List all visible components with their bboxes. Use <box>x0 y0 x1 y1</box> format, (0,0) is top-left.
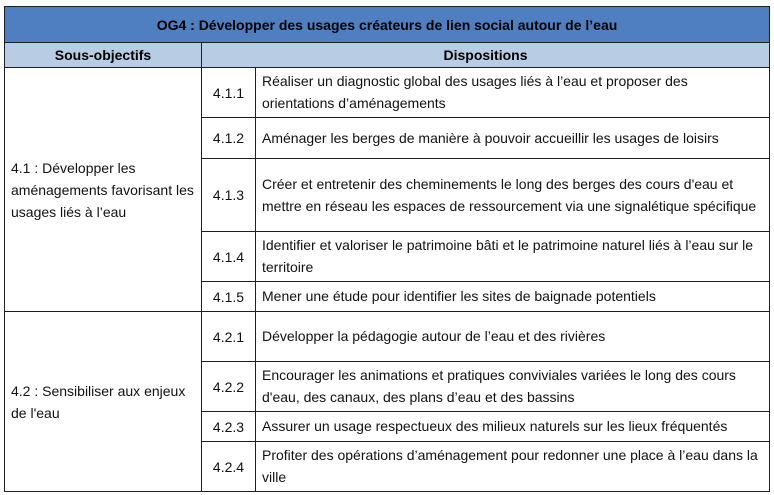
header-dispositions: Dispositions <box>202 43 770 68</box>
disposition-code: 4.2.3 <box>202 412 256 442</box>
objectives-table-container <box>4 6 769 492</box>
disposition-code: 4.1.5 <box>202 282 256 312</box>
disposition-text: Encourager les animations et pratiques conviviales variées le long des cours d'eau, des canaux, des plans d’eau et des bassins <box>256 362 770 412</box>
disposition-code: 4.1.2 <box>202 118 256 159</box>
disposition-text: Profiter des opérations d’aménagement pour redonner une place à l’eau dans la ville <box>256 442 770 492</box>
disposition-code: 4.2.2 <box>202 362 256 412</box>
disposition-text: Aménager les berges de manière à pouvoir accueillir les usages de loisirs <box>256 118 770 159</box>
objectives-table <box>4 6 770 492</box>
disposition-text: Identifier et valoriser le patrimoine bâti et le patrimoine naturel liés à l’eau sur le territoire <box>256 232 770 282</box>
header-sub-objectives: Sous-objectifs <box>5 43 202 68</box>
disposition-code: 4.1.1 <box>202 68 256 118</box>
disposition-text: Développer la pédagogie autour de l’eau et des rivières <box>256 312 770 362</box>
sub-objective-4-1: 4.1 : Développer les aménagements favorisant les usages liés à l’eau <box>5 68 202 312</box>
table-row <box>5 312 770 362</box>
table-row <box>5 68 770 118</box>
disposition-text: Mener une étude pour identifier les sites de baignade potentiels <box>256 282 770 312</box>
table-title: OG4 : Développer des usages créateurs de lien social autour de l’eau <box>5 7 770 43</box>
disposition-code: 4.2.1 <box>202 312 256 362</box>
disposition-code: 4.2.4 <box>202 442 256 492</box>
disposition-code: 4.1.4 <box>202 232 256 282</box>
sub-objective-4-2: 4.2 : Sensibiliser aux enjeux de l'eau <box>5 312 202 492</box>
disposition-text: Réaliser un diagnostic global des usages liés à l’eau et proposer des orientations d’aménagements <box>256 68 770 118</box>
disposition-text: Assurer un usage respectueux des milieux naturels sur les lieux fréquentés <box>256 412 770 442</box>
disposition-text: Créer et entretenir des cheminements le long des berges des cours d'eau et mettre en réseau les espaces de ressourcement via une signalétique spécifique <box>256 159 770 232</box>
disposition-code: 4.1.3 <box>202 159 256 232</box>
